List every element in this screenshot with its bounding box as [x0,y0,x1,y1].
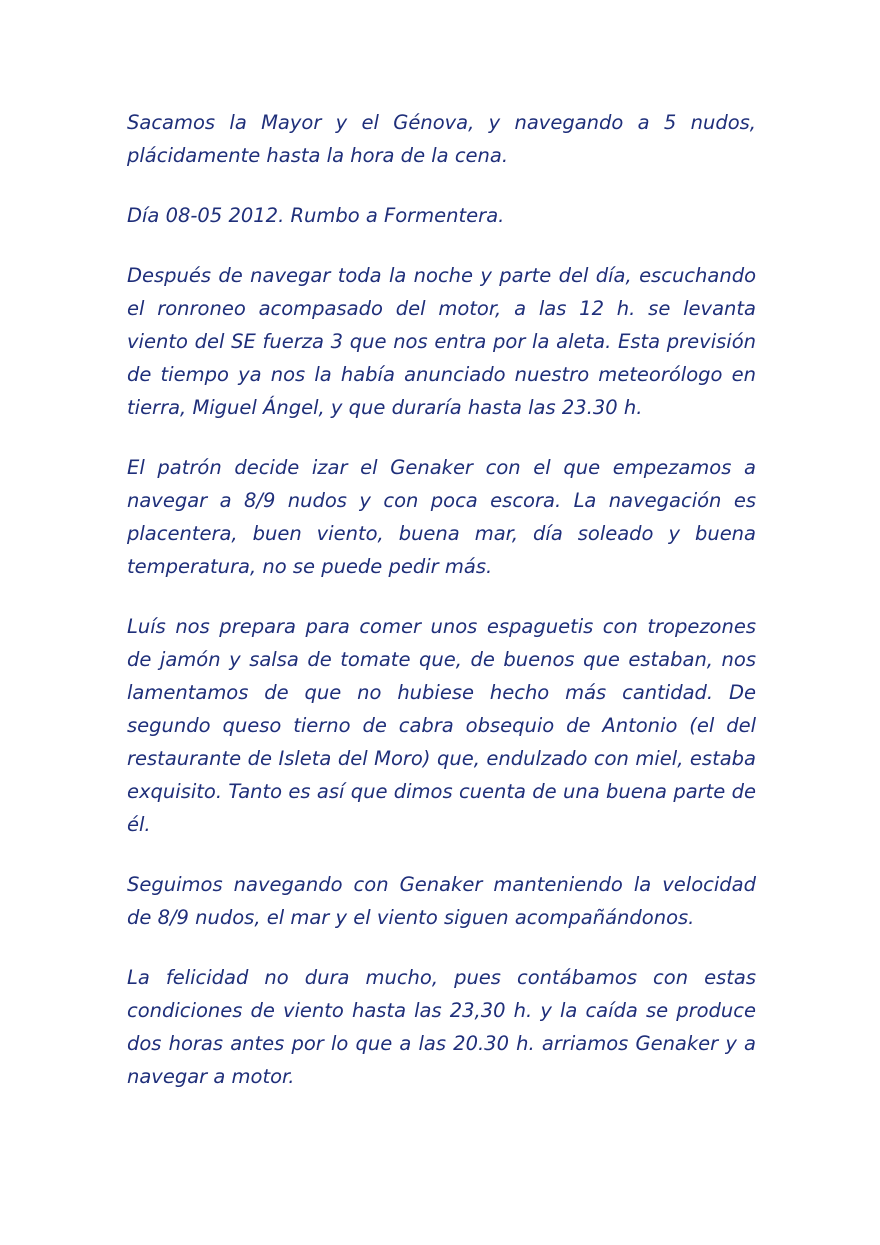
paragraph-lunch: Luís nos prepara para comer unos espaguetis con tropezones de jamón y salsa de tomate que, de buenos que estaban, nos lamentamos de que no hubiese hecho más cantidad. De segundo queso tierno de cabra obsequio de Antonio (el del restaurante de Isleta del Moro) que, endulzado con miel, estaba exquisito. Tanto es así que dimos cuenta de una buena parte de él. [127,615,756,836]
paragraph-wind-drop: La felicidad no dura mucho, pues contábamos con estas condiciones de viento hasta las 23,30 h. y la caída se produce dos horas antes por lo que a las 20.30 h. arriamos Genaker y a navegar a motor. [127,966,756,1088]
paragraph-continue-sailing: Seguimos navegando con Genaker manteniendo la velocidad de 8/9 nudos, el mar y el viento siguen acompañándonos. [127,873,756,929]
paragraph-sail-setting: Sacamos la Mayor y el Génova, y navegando a 5 nudos, plácidamente hasta la hora de la cena. [127,111,756,167]
document-body [127,106,756,1120]
paragraph-night-navigation: Después de navegar toda la noche y parte del día, escuchando el ronroneo acompasado del motor, a las 12 h. se levanta viento del SE fuerza 3 que nos entra por la aleta. Esta previsión de tiempo ya nos la había anunciado nuestro meteorólogo en tierra, Miguel Ángel, y que duraría hasta las 23.30 h. [127,264,756,419]
day-heading: Día 08-05 2012. Rumbo a Formentera. [127,204,505,227]
paragraph-genaker: El patrón decide izar el Genaker con el que empezamos a navegar a 8/9 nudos y con poca escora. La navegación es placentera, buen viento, buena mar, día soleado y buena temperatura, no se puede pedir más. [127,456,756,578]
